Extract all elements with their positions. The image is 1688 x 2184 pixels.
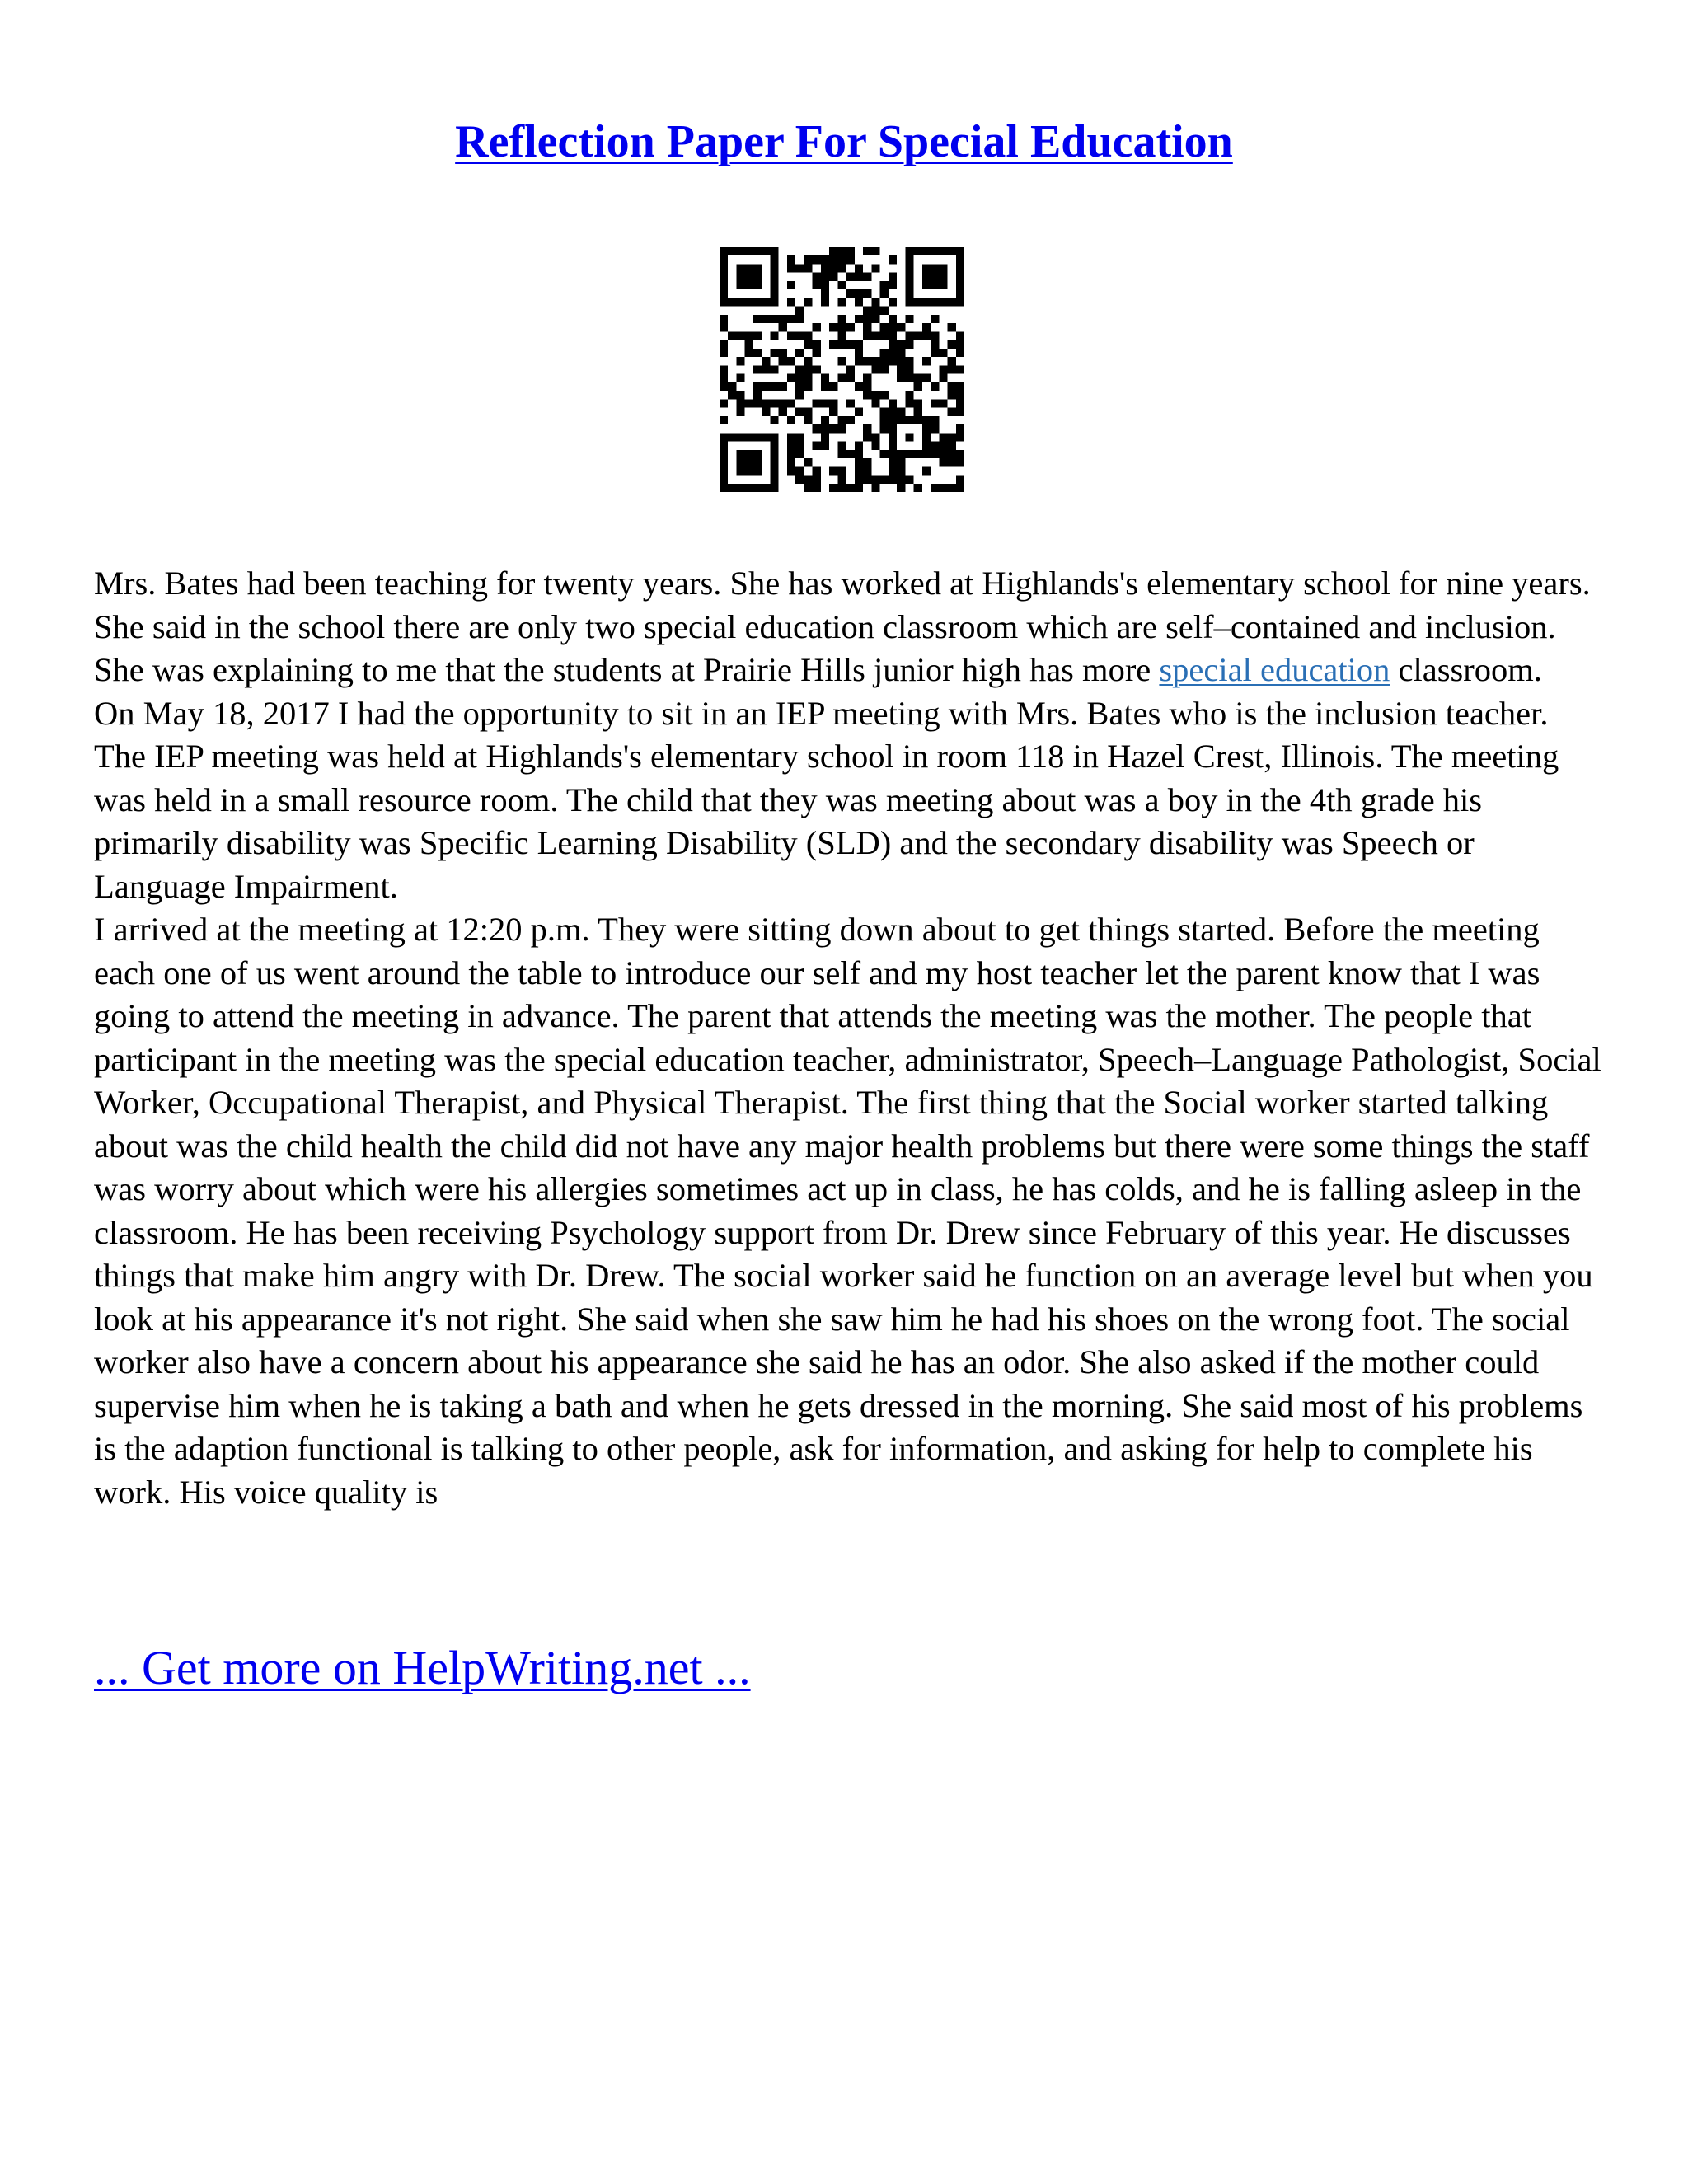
more-link-container xyxy=(94,1640,751,1695)
paragraph-2: On May 18, 2017 I had the opportunity to sit in an IEP meeting with Mrs. Bates who is the inclusion teacher. The IEP meeting was held at Highlands's elementary school in room 118 in Hazel Crest, Illinois. The meeting was held in a small resource room. The child that they was meeting about was a boy in the 4th grade his primarily disability was Specific Learning Disability (SLD) and the secondary disability was Speech or Language Impairment. xyxy=(94,694,1559,905)
paragraph-1-text-start: Mrs. Bates had been teaching for twenty years. She has worked at Highlands's elementary school for nine years. She said in the school there are only two special education classroom which are self–contained and inclusion. She was explaining to me that the students at Prairie Hills junior high has more xyxy=(94,565,1591,688)
paragraph-1 xyxy=(94,562,1602,692)
paragraph-3: I arrived at the meeting at 12:20 p.m. They were sitting down about to get things started. Before the meeting each one of us went around the table to introduce our self and my host teacher let the parent know that I was going to attend the meeting in advance. The parent that attends the meeting was the mother. The people that participant in the meeting was the special education teacher, administrator, Speech–Language Pathologist, Social Worker, Occupational Therapist, and Physical Therapist. The first thing that the Social worker started talking about was the child health the child did not have any major health problems but there were some things the staff was worry about which were his allergies sometimes act up in class, he has colds, and he is falling asleep in the classroom. He has been receiving Psychology support from Dr. Drew since February of this year. He discusses things that make him angry with Dr. Drew. The social worker said he function on an average level but when you look at his appearance it's not right. She said when she saw him he had his shoes on the wrong foot. The social worker also have a concern about his appearance she said he has an odor. She also asked if the mother could supervise him when he is taking a bath and when he gets dressed in the morning. She said most of his problems is the adaption functional is talking to other people, ask for information, and asking for help to complete his work. His voice quality is xyxy=(94,911,1601,1511)
title-container xyxy=(0,115,1688,168)
get-more-link[interactable]: ... Get more on HelpWriting.net ... xyxy=(94,1641,751,1694)
body-text xyxy=(94,562,1602,1514)
qr-code-icon xyxy=(720,247,964,492)
document-title-link[interactable]: Reflection Paper For Special Education xyxy=(455,116,1233,167)
special-education-link[interactable]: special education xyxy=(1159,651,1390,688)
paragraph-1-text-end: classroom. xyxy=(1390,651,1542,688)
